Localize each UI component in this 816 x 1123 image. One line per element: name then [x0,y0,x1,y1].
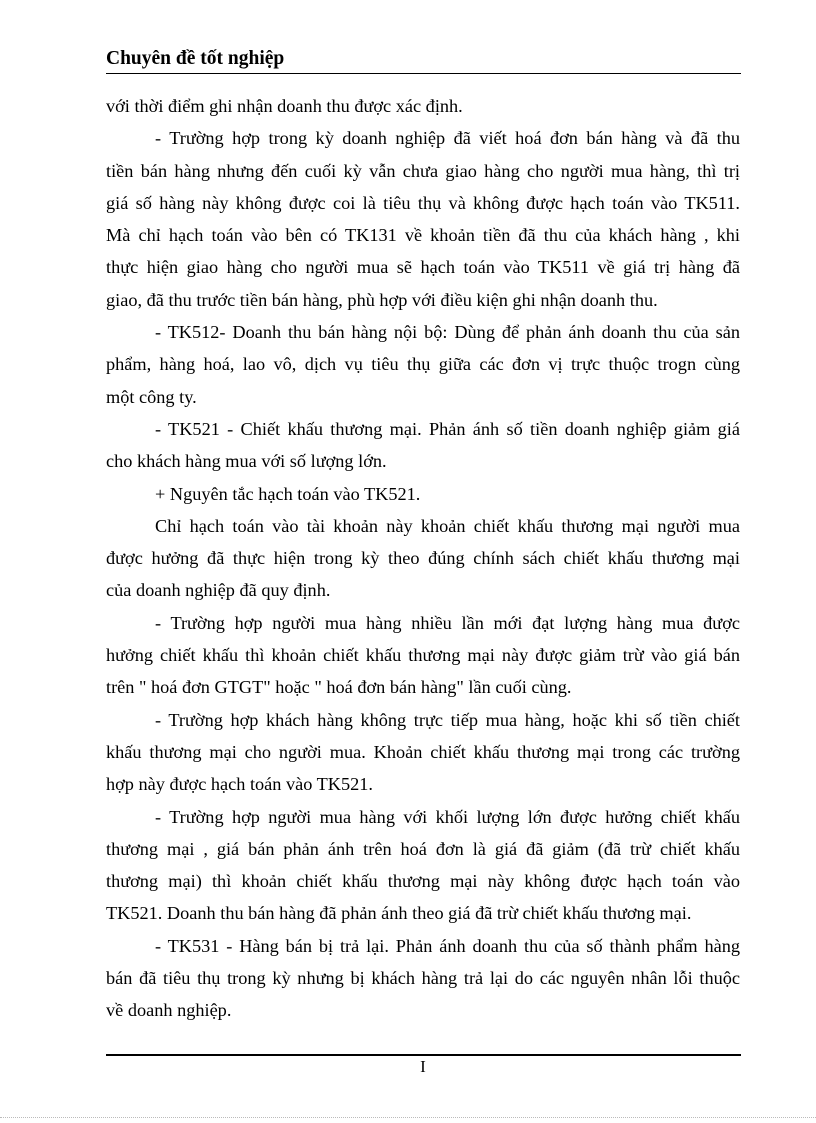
header-divider [106,73,741,74]
text-line: bán đã tiêu thụ trong kỳ nhưng bị khách hàng trả lại do các nguyên nhân lỗi thuộc [106,968,740,989]
text-line: với thời điểm ghi nhận doanh thu được xác định. [106,96,463,116]
text-line: Chỉ hạch toán vào tài khoản này khoản chiết khấu thương mại người mua [155,515,740,536]
text-line: - TK531 - Hàng bán bị trả lại. Phản ánh doanh thu của số thành phẩm hàng [155,935,740,956]
paragraph [106,607,740,704]
paragraph [106,930,740,1027]
text-line: thực hiện giao hàng cho người mua sẽ hạch toán vào TK511 về giá trị hàng đã [106,257,740,278]
page-boundary [0,1117,816,1118]
text-line: - Trường hợp người mua hàng nhiều lần mới đạt lượng hàng mua được [155,612,740,633]
text-line: thương mại , giá bán phản ánh trên hoá đơn là giá đã giảm (đã trừ chiết khấu [106,838,740,859]
text-line: - Trường hợp trong kỳ doanh nghiệp đã viết hoá đơn bán hàng và đã thu [155,128,740,149]
text-line: của doanh nghiệp đã quy định. [106,580,331,601]
text-line: được hưởng đã thực hiện trong kỳ theo đúng chính sách chiết khấu thương mại [106,548,740,569]
text-line: về doanh nghiệp. [106,1000,232,1021]
text-line: + Nguyên tắc hạch toán vào TK521. [155,483,421,504]
text-line: tiền bán hàng nhưng đến cuối kỳ vẫn chưa giao hàng cho người mua hàng, thì trị [106,160,740,181]
text-line: thương mại) thì khoản chiết khấu thương mại này không được hạch toán vào [106,871,740,892]
text-line: - Trường hợp khách hàng không trực tiếp mua hàng, hoặc khi số tiền chiết [155,709,740,730]
text-line: giá số hàng này không được coi là tiêu thụ và không được hạch toán vào TK511. [106,192,740,213]
footer-divider [106,1054,741,1056]
text-line: một công ty. [106,386,197,407]
paragraph [106,90,740,122]
text-line: cho khách hàng mua với số lượng lớn. [106,451,387,472]
text-line: Mà chỉ hạch toán vào bên có TK131 về khoản tiền đã thu của khách hàng , khi [106,225,740,246]
text-line: - Trường hợp người mua hàng với khối lượng lớn được hưởng chiết khấu [155,806,740,827]
text-line: trên " hoá đơn GTGT" hoặc " hoá đơn bán hàng" lần cuối cùng. [106,677,572,698]
paragraph [106,413,740,478]
paragraph [106,122,740,316]
text-line: - TK512- Doanh thu bán hàng nội bộ: Dùng để phản ánh doanh thu của sản [155,322,740,343]
text-line: giao, đã thu trước tiền bán hàng, phù hợp với điều kiện ghi nhận doanh thu. [106,289,658,310]
text-line: khấu thương mại cho người mua. Khoản chiết khấu thương mại trong các trường [106,741,740,762]
text-line: hợp này được hạch toán vào TK521. [106,774,374,795]
text-line: phẩm, hàng hoá, lao vô, dịch vụ tiêu thụ giữa các đơn vị trực thuộc trogn cùng [106,354,740,375]
text-line: hưởng chiết khấu thì khoản chiết khấu thương mại này được giảm trừ vào giá bán [106,645,740,666]
document-body [106,90,740,1027]
text-line: TK521. Doanh thu bán hàng đã phản ánh theo giá đã trừ chiết khấu thương mại. [106,903,692,924]
paragraph [106,704,740,801]
paragraph [106,510,740,607]
page-number: I [420,1057,426,1076]
paragraph [106,801,740,930]
paragraph [106,316,740,413]
document-title: Chuyên đề tốt nghiệp [106,48,285,69]
text-line: - TK521 - Chiết khấu thương mại. Phản ánh số tiền doanh nghiệp giảm giá [155,418,740,439]
paragraph [106,478,740,510]
